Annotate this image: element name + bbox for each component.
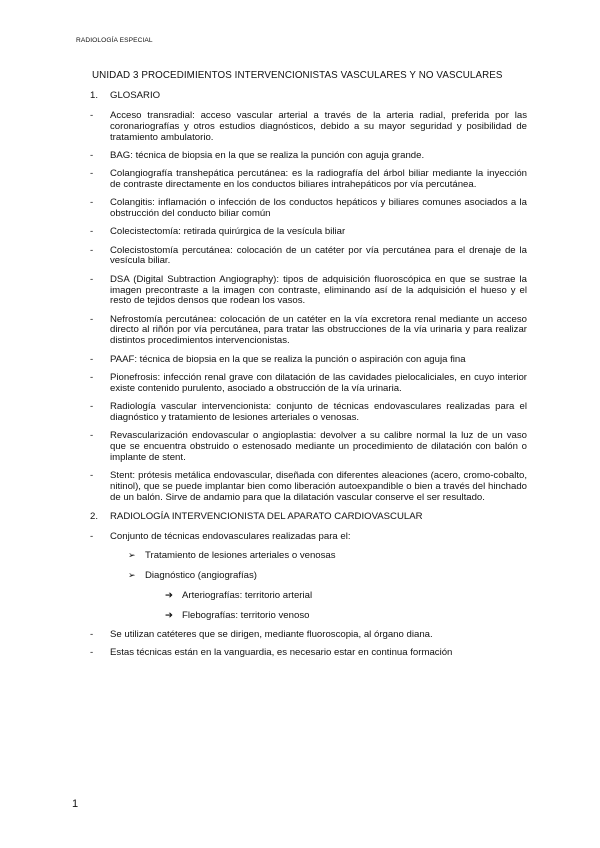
glossary-item: [90, 111, 527, 143]
arrowhead-bullet-icon: ➢: [128, 570, 136, 581]
glossary-text: BAG: técnica de biopsia en la que se realiza la punción con aguja grande.: [110, 149, 425, 161]
dash-bullet: -: [90, 313, 94, 325]
glossary-text: Pionefrosis: infección renal grave con dilatación de las cavidades pielocaliciales, en cuyo interior existe contenido purulento, asociado a obstrucción de la vía urinaria.: [110, 371, 527, 394]
dash-bullet: -: [90, 110, 94, 121]
dash-bullet: -: [90, 273, 94, 285]
unit-title: UNIDAD 3 PROCEDIMIENTOS INTERVENCIONISTAS VASCULARES Y NO VASCULARES: [92, 70, 503, 81]
dash-bullet: -: [90, 168, 94, 180]
glossary-text: Radiología vascular intervencionista: conjunto de técnicas endovasculares realizadas para el diagnóstico y tratamiento de lesiones arteriales o venosas.: [110, 400, 527, 423]
dash-bullet: -: [90, 353, 94, 365]
dash-bullet: -: [90, 244, 94, 256]
arrow-bullet-icon: ➔: [165, 590, 174, 602]
sub-list-text: Tratamiento de lesiones arteriales o venosas: [145, 550, 336, 562]
section-number: 1.: [90, 90, 99, 101]
glossary-item: [90, 431, 527, 463]
dash-bullet: -: [90, 400, 94, 412]
sub-list-text: Diagnóstico (angiografías): [145, 570, 257, 582]
glossary-item: [90, 355, 527, 366]
arrow-bullet-icon: ➔: [165, 610, 174, 622]
glossary-text: Colecistectomía: retirada quirúrgica de la vesícula biliar: [110, 226, 346, 238]
section-title: RADIOLOGÍA INTERVENCIONISTA DEL APARATO CARDIOVASCULAR: [110, 510, 423, 522]
glossary-text: Acceso transradial: acceso vascular arterial a través de la arteria radial, preferida por las coronariografías y otros estudios diagnósticos, debido a su mayor seguridad y posibilidad de tratamiento ambulatorio.: [110, 110, 527, 143]
glossary-item: [90, 246, 527, 268]
section-title: GLOSARIO: [110, 90, 161, 101]
dash-bullet: -: [90, 469, 94, 481]
glossary-item: [90, 227, 527, 238]
list-text: Conjunto de técnicas endovasculares realizadas para el:: [110, 530, 351, 542]
sub-sub-list-text: Flebografías: territorio venoso: [182, 610, 310, 622]
dash-bullet: -: [90, 530, 94, 542]
dash-bullet: -: [90, 371, 94, 383]
list-text: Se utilizan catéteres que se dirigen, mediante fluoroscopia, al órgano diana.: [110, 629, 433, 641]
glossary-text: Colangiografía transhepática percutánea: es la radiografía del árbol biliar mediante la inyección de contraste directamente en los conductos biliares intrahepáticos por vía percutánea.: [110, 168, 527, 190]
glossary-item: [90, 275, 527, 307]
sub-sub-list-text: Arteriografías: territorio arterial: [182, 590, 313, 602]
page-header: RADIOLOGÍA ESPECIAL: [76, 37, 153, 44]
glossary-item: [90, 402, 527, 424]
list-item: [90, 532, 527, 543]
dash-bullet: -: [90, 430, 94, 442]
section-number: 2.: [90, 510, 99, 522]
page-number: 1: [72, 798, 79, 810]
dash-bullet: -: [90, 197, 94, 209]
list-text: Estas técnicas están en la vanguardia, es necesario estar en continua formación: [110, 647, 453, 659]
glossary-item: [90, 198, 527, 220]
section-glosario-heading: [90, 90, 527, 102]
sub-list-item: [90, 550, 527, 561]
dash-bullet: -: [90, 149, 94, 161]
list-item: [90, 630, 527, 641]
dash-bullet: -: [90, 226, 94, 238]
glossary-text: Nefrostomía percutánea: colocación de un catéter en la vía excretora renal mediante un acceso directo al riñón por vía percutánea, para tratar las obstrucciones de la vía urinaria y para realizar distintos procedimientos intervencionistas.: [110, 313, 527, 347]
glossary-item: [90, 315, 527, 347]
section-cardiovascular-heading: [90, 511, 527, 523]
glossary-text: DSA (Digital Subtraction Angiography): tipos de adquisición fluoroscópica en que se sustrae la imagen precontraste a la imagen con contraste, eliminando así de la adquisición el hueso y el resto de tejidos densos que rodean los vasos.: [110, 273, 527, 307]
dash-bullet: -: [90, 647, 94, 659]
glossary-item: [90, 471, 527, 503]
glossary-item: [90, 373, 527, 395]
glossary-text: Stent: prótesis metálica endovascular, diseñada con diferentes aleaciones (acero, cromo-cobalto, nitinol), que se puede implantar bien como liberación autoexpandible o bien a través del hinchado de un balón. Sirve de andamio para que la dilatación vascular conserve el ser resultado.: [110, 469, 527, 503]
sub-list-item: [90, 570, 527, 581]
sub-sub-list-item: [90, 610, 527, 621]
sub-sub-list-item: [90, 590, 527, 601]
arrowhead-bullet-icon: ➢: [128, 550, 136, 561]
list-item: [90, 648, 527, 659]
glossary-item: [90, 151, 527, 162]
document-body: [90, 90, 527, 667]
glossary-item: [90, 169, 527, 191]
glossary-text: Colangitis: inflamación o infección de los conductos hepáticos y biliares comunes asociados a la obstrucción del conducto biliar común: [110, 197, 527, 220]
glossary-text: Revascularización endovascular o angioplastia: devolver a su calibre normal la luz de un vaso que se encuentra obstruido o estenosado mediante un procedimiento de dilatación con balón o implante de stent.: [110, 430, 527, 463]
dash-bullet: -: [90, 629, 94, 641]
glossary-text: PAAF: técnica de biopsia en la que se realiza la punción o aspiración con aguja fina: [110, 353, 466, 365]
glossary-text: Colecistostomía percutánea: colocación de un catéter por vía percutánea para el drenaje de la vesícula biliar.: [110, 244, 527, 267]
